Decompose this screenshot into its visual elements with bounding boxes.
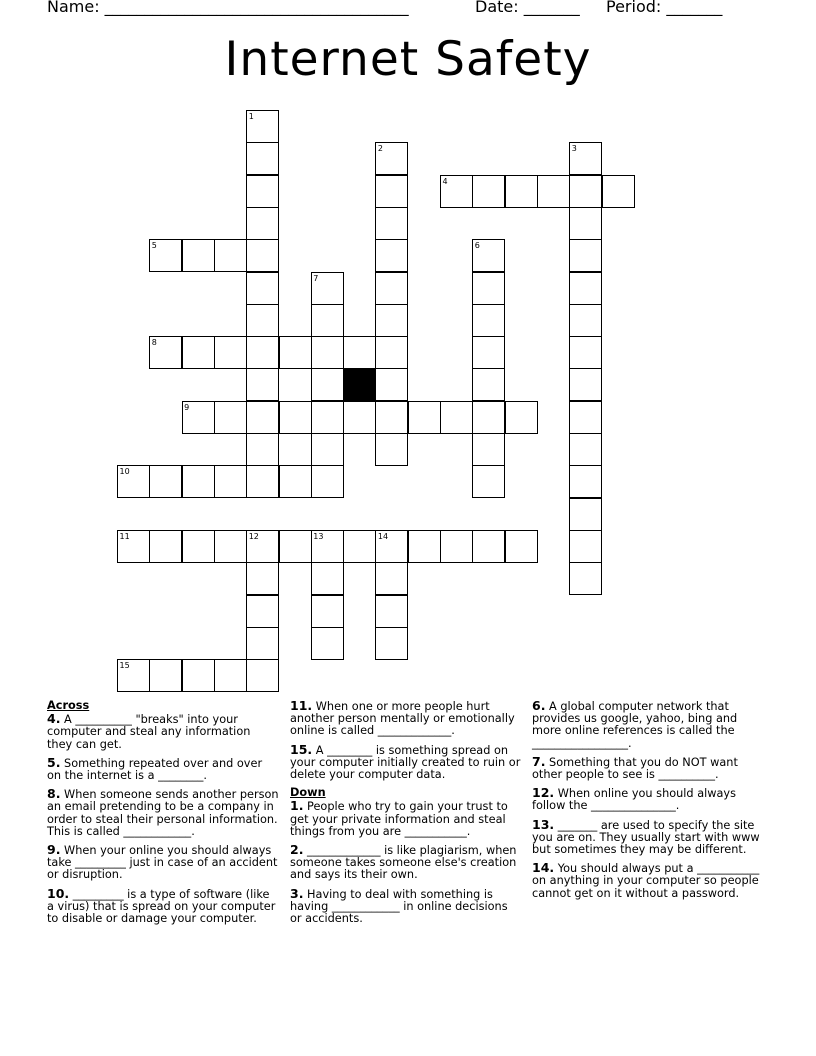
across-clue-list-continued (290, 700, 522, 781)
clue-item (290, 844, 522, 882)
grid-cell[interactable] (505, 175, 538, 208)
grid-cell[interactable] (569, 465, 602, 498)
grid-cell[interactable] (246, 272, 279, 305)
grid-cell[interactable] (343, 336, 376, 369)
clue-number: 8. (47, 786, 61, 802)
grid-cell[interactable] (311, 627, 344, 660)
grid-cell[interactable] (117, 530, 150, 563)
grid-cell[interactable] (149, 336, 182, 369)
clue-number: 6. (532, 698, 546, 713)
grid-cell[interactable] (569, 498, 602, 531)
clue-number: 13. (532, 816, 555, 832)
grid-cell[interactable] (602, 175, 635, 208)
clue-text: _______ are used to specify the site you are on. They usually start with www but sometimes they may be different. (532, 818, 760, 857)
grid-cell[interactable] (408, 530, 441, 563)
grid-cell[interactable] (311, 465, 344, 498)
grid-cell[interactable] (182, 401, 215, 434)
grid-cell[interactable] (472, 368, 505, 401)
cell-number: 15 (119, 661, 130, 671)
cell-number: 3 (571, 144, 577, 154)
grid-cell[interactable] (569, 433, 602, 466)
grid-cell[interactable] (375, 175, 408, 208)
clue-number: 10. (47, 885, 70, 901)
grid-cell[interactable] (149, 465, 182, 498)
grid-cell[interactable] (246, 368, 279, 401)
clues-column-3 (532, 700, 764, 906)
grid-cell[interactable] (311, 336, 344, 369)
clue-number: 1. (290, 798, 304, 814)
grid-cell[interactable] (311, 304, 344, 337)
clue-number: 9. (47, 842, 61, 858)
grid-cell[interactable] (472, 433, 505, 466)
grid-cell[interactable] (569, 562, 602, 595)
clue-text: Having to deal with something is having ____________ in online decisions or accidents. (290, 887, 508, 926)
grid-cell[interactable] (246, 207, 279, 240)
clue-text: Something repeated over and over on the internet is a ________. (47, 756, 263, 783)
clue-number: 14. (532, 860, 555, 876)
grid-cell[interactable] (375, 433, 408, 466)
cell-number: 14 (377, 531, 389, 541)
clue-item (47, 788, 279, 838)
grid-cell[interactable] (569, 175, 602, 208)
grid-cell[interactable] (440, 401, 473, 434)
grid-cell[interactable] (182, 239, 215, 272)
clue-number: 3. (290, 885, 304, 901)
grid-cell[interactable] (246, 304, 279, 337)
grid-cell[interactable] (440, 175, 473, 208)
grid-cell[interactable] (311, 272, 344, 305)
grid-cell[interactable] (214, 465, 247, 498)
grid-cell[interactable] (569, 401, 602, 434)
cell-number: 1 (248, 112, 254, 121)
clue-text: When online you should always follow the _______________. (532, 787, 736, 813)
clue-item (532, 862, 764, 900)
grid-cell[interactable] (472, 239, 505, 272)
grid-cell[interactable] (246, 110, 279, 143)
grid-block (343, 368, 376, 401)
grid-cell[interactable] (311, 562, 344, 595)
name-field-label[interactable]: Name: ______________________________________ (47, 0, 409, 16)
grid-cell[interactable] (472, 272, 505, 305)
clue-number: 7. (532, 753, 546, 769)
grid-cell[interactable] (214, 530, 247, 563)
grid-cell[interactable] (246, 336, 279, 369)
clue-item (532, 816, 764, 857)
grid-cell[interactable] (311, 595, 344, 628)
clues-column-1 (47, 700, 279, 931)
cell-number: 10 (119, 467, 130, 477)
cell-number: 12 (248, 531, 259, 541)
grid-cell[interactable] (569, 142, 602, 175)
clue-number: 15. (290, 741, 313, 757)
grid-cell[interactable] (472, 401, 505, 434)
grid-cell[interactable] (343, 401, 376, 434)
clue-number: 5. (47, 754, 61, 770)
cell-number: 2 (377, 144, 383, 154)
grid-cell[interactable] (472, 304, 505, 337)
clue-item (290, 885, 522, 926)
clue-text: When someone sends another person an email pretending to be a company in order to steal their personal information. This is called ____________. (47, 788, 279, 838)
grid-cell[interactable] (505, 401, 538, 434)
cell-number: 4 (442, 176, 448, 186)
grid-cell[interactable] (569, 304, 602, 337)
grid-cell[interactable] (311, 433, 344, 466)
grid-cell[interactable] (375, 368, 408, 401)
grid-cell[interactable] (279, 465, 312, 498)
worksheet-header (47, 0, 767, 21)
grid-cell[interactable] (375, 401, 408, 434)
grid-cell[interactable] (311, 401, 344, 434)
grid-cell[interactable] (246, 433, 279, 466)
down-clue-list (290, 800, 522, 925)
grid-cell[interactable] (440, 530, 473, 563)
grid-cell[interactable] (343, 530, 376, 563)
across-heading: Across (47, 699, 90, 712)
grid-cell[interactable] (569, 530, 602, 563)
grid-cell[interactable] (472, 530, 505, 563)
clue-item (532, 753, 764, 782)
clue-text: People who try to gain your trust to get your private information and steal things from you are ___________. (290, 800, 508, 838)
grid-cell[interactable] (375, 627, 408, 660)
grid-cell[interactable] (214, 401, 247, 434)
clue-number: 11. (290, 698, 313, 713)
grid-cell[interactable] (472, 336, 505, 369)
clue-text: A global computer network that provides us google, yahoo, bing and more online references is called the _________________. (532, 700, 738, 750)
grid-cell[interactable] (246, 627, 279, 660)
grid-cell[interactable] (117, 465, 150, 498)
grid-cell[interactable] (375, 562, 408, 595)
grid-cell[interactable] (569, 368, 602, 401)
period-field-label[interactable]: Period: _______ (606, 0, 723, 16)
grid-cell[interactable] (246, 659, 279, 692)
grid-cell[interactable] (149, 530, 182, 563)
clue-text: _____________ is like plagiarism, when someone takes someone else's creation and says its their own. (290, 844, 517, 882)
grid-cell[interactable] (246, 142, 279, 175)
down-clue-list-continued (532, 700, 764, 900)
clue-item (290, 700, 522, 738)
date-field-label[interactable]: Date: _______ (475, 0, 580, 16)
grid-cell[interactable] (246, 175, 279, 208)
cell-number: 5 (151, 241, 157, 251)
clue-number: 4. (47, 711, 61, 727)
clue-number: 2. (290, 842, 304, 858)
clue-text: A __________ "breaks" into your computer and steal any information they can get. (47, 713, 251, 751)
grid-cell[interactable] (311, 530, 344, 563)
grid-cell[interactable] (569, 239, 602, 272)
cell-number: 7 (313, 273, 319, 283)
page-title: Internet Safety (224, 32, 592, 87)
clues-column-2 (290, 700, 522, 931)
grid-cell[interactable] (182, 465, 215, 498)
down-heading: Down (290, 786, 326, 800)
clue-item (47, 885, 279, 926)
grid-cell[interactable] (311, 368, 344, 401)
grid-cell[interactable] (505, 530, 538, 563)
grid-cell[interactable] (569, 272, 602, 305)
grid-cell[interactable] (182, 659, 215, 692)
clue-item (532, 787, 764, 812)
grid-cell[interactable] (472, 175, 505, 208)
cell-number: 9 (184, 402, 190, 412)
grid-cell[interactable] (182, 530, 215, 563)
clue-item (532, 700, 764, 750)
grid-cell[interactable] (375, 239, 408, 272)
grid-cell[interactable] (375, 530, 408, 563)
grid-cell[interactable] (149, 659, 182, 692)
cell-number: 11 (119, 531, 130, 541)
grid-cell[interactable] (279, 530, 312, 563)
grid-cell[interactable] (117, 659, 150, 692)
clue-item (290, 800, 522, 838)
clue-text: A ________ is something spread on your computer initially created to ruin or delete your computer data. (290, 743, 521, 782)
grid-cell[interactable] (246, 239, 279, 272)
grid-cell[interactable] (537, 175, 570, 208)
grid-cell[interactable] (375, 272, 408, 305)
clue-item (47, 754, 279, 783)
grid-cell[interactable] (375, 304, 408, 337)
cell-number: 13 (313, 531, 324, 541)
grid-cell[interactable] (375, 142, 408, 175)
grid-cell[interactable] (246, 595, 279, 628)
grid-cell[interactable] (569, 336, 602, 369)
grid-cell[interactable] (246, 401, 279, 434)
grid-cell[interactable] (375, 207, 408, 240)
grid-cell[interactable] (279, 336, 312, 369)
across-clue-list (47, 713, 279, 925)
clue-item (47, 713, 279, 751)
grid-cell[interactable] (375, 595, 408, 628)
clue-text: When your online you should always take _________ just in case of an accident or disruption. (47, 844, 278, 882)
clue-item (47, 844, 279, 882)
cell-number: 6 (474, 241, 480, 251)
clue-text: You should always put a ___________ on anything in your computer so people cannot get on it without a password. (532, 862, 760, 900)
clue-text: _________ is a type of software (like a virus) that is spread on your computer to disable or damage your computer. (47, 887, 276, 926)
grid-cell[interactable] (182, 336, 215, 369)
cell-number: 8 (151, 338, 157, 348)
clue-number: 12. (532, 785, 555, 801)
grid-cell[interactable] (279, 401, 312, 434)
grid-cell[interactable] (246, 465, 279, 498)
grid-cell[interactable] (408, 401, 441, 434)
grid-cell[interactable] (246, 562, 279, 595)
clue-text: Something that you do NOT want other people to see is __________. (532, 755, 738, 782)
grid-cell[interactable] (214, 659, 247, 692)
grid-cell[interactable] (149, 239, 182, 272)
grid-cell[interactable] (472, 465, 505, 498)
grid-cell[interactable] (569, 207, 602, 240)
grid-cell[interactable] (214, 239, 247, 272)
clue-item (290, 741, 522, 782)
grid-cell[interactable] (375, 336, 408, 369)
grid-cell[interactable] (246, 530, 279, 563)
grid-cell[interactable] (214, 336, 247, 369)
clue-text: When one or more people hurt another person mentally or emotionally online is called _____________. (290, 700, 515, 738)
